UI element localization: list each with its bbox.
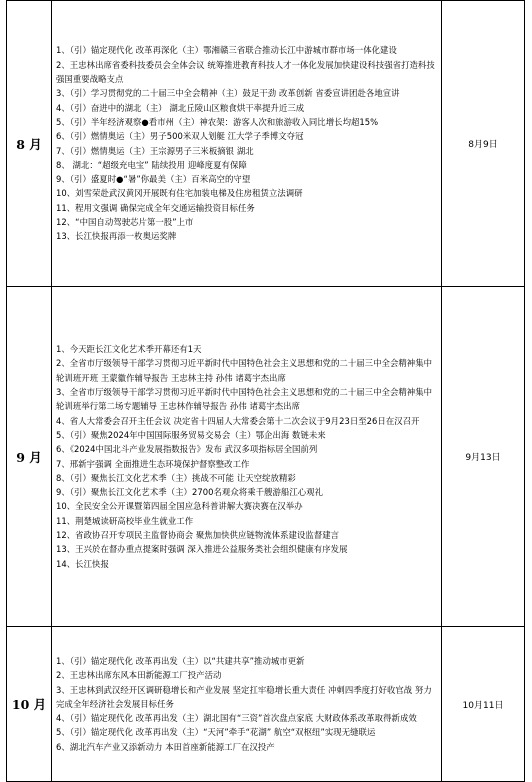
date-cell: 8月9日 xyxy=(442,1,525,287)
list-item: 14、长江快报 xyxy=(56,558,109,569)
month-row-august xyxy=(7,1,525,287)
list-item: 11、程用文强调 确保完成全年交通运输投资目标任务 xyxy=(56,202,255,213)
list-item: 4、（引）锚定现代化 改革再出发（主）湖北国有“三资”首次盘点家底 大财政体系改革取得新成效 xyxy=(56,713,417,724)
list-item: 4、（引）奋进中的湖北（主） 湖北丘陵山区粮食烘干率提升近三成 xyxy=(56,102,305,113)
list-item: 1、（引）锚定现代化 改革再出发（主）以“共建共享”推动城市更新 xyxy=(56,655,305,666)
list-item: 12、“中国自动驾驶芯片第一股”上市 xyxy=(56,216,194,227)
list-item: 6、《2024中国北斗产业发展指数报告》发布 武汉多项指标居全国前列 xyxy=(56,444,318,455)
list-item: 6、湖北汽车产业又添新动力 本田首座新能源工厂在汉投产 xyxy=(56,741,275,752)
list-item: 6、（引）燃情奥运（主）男子500米双人划艇 江大学子季博文夺冠 xyxy=(56,131,304,142)
list-item: 9、（引）聚焦长江文化艺术季（主）2700名观众将乘千艘游船江心观礼 xyxy=(56,487,324,498)
list-item: 2、王忠林出席省委科技委员会全体会议 统筹推进教育科技人才一体化发展加快建设科技强省打造科技强国重要战略支点 xyxy=(56,59,435,85)
month-cell: 10 月 xyxy=(7,627,52,782)
schedule-table xyxy=(6,0,525,782)
list-item: 5、（引）锚定现代化 改革再出发（主）“天河”牵手“花湖” 航空“双枢纽”实现无缝联运 xyxy=(56,727,376,738)
list-item: 5、（引）半年经济观察●看市州（主）神农架：游客人次和旅游收入同比增长均超15% xyxy=(56,116,379,127)
month-row-september xyxy=(7,287,525,627)
list-item: 10、刘雪荣赴武汉黄冈开展既有住宅加装电梯及住房租赁立法调研 xyxy=(56,188,303,199)
month-cell: 9 月 xyxy=(7,287,52,627)
list-item: 13、长江快报再添一枚奥运奖牌 xyxy=(56,231,177,242)
items-cell xyxy=(52,627,442,782)
list-item: 8、 湖北：“超级充电宝” 陆续投用 迎峰度夏有保障 xyxy=(56,159,247,170)
list-item: 10、全民安全公开课暨第四届全国应急科普讲解大赛决赛在汉举办 xyxy=(56,501,303,512)
items-cell xyxy=(52,287,442,627)
list-item: 13、王兴於在督办重点提案时强调 深入推进公益服务类社会组织健康有序发展 xyxy=(56,544,348,555)
list-item: 1、今天距长江文化艺术季开幕还有1天 xyxy=(56,344,202,355)
list-item: 7、邢新宇强调 全面推进生态环境保护督察整改工作 xyxy=(56,458,250,469)
list-item: 9、（引）盛夏时●“暑”你最美（主）百米高空的守望 xyxy=(56,174,251,185)
list-item: 5、（引）聚焦2024年中国国际服务贸易交易会（主）鄂企出海 数链未来 xyxy=(56,429,326,440)
list-item: 3、全省市厅级领导干部学习贯彻习近平新时代中国特色社会主义思想和党的二十届三中全会精神集中轮训班举行第二场专题辅导 王忠林作辅导报告 孙伟 诸葛宇杰出席 xyxy=(56,387,433,412)
list-item: 3、（引）学习贯彻党的二十届三中全会精神（主）鼓足干劲 改革创新 省委宣讲团赴各地宣讲 xyxy=(56,88,400,99)
list-item: 1、（引）锚定现代化 改革再深化（主）鄂湘赣三省联合推动长江中游城市群市场一体化建设 xyxy=(56,45,397,56)
list-item: 7、（引）燃情奥运（主）王宗源男子三米板摘银 湖北 xyxy=(56,145,254,156)
list-item: 4、省人大常委会召开主任会议 决定省十四届人大常委会第十二次会议于9月23日至26日在汉召开 xyxy=(56,415,420,426)
list-item: 11、荆楚城读研高校毕业生就业工作 xyxy=(56,515,194,526)
items-cell xyxy=(52,1,442,287)
month-row-october xyxy=(7,627,525,782)
date-cell: 9月13日 xyxy=(442,287,525,627)
month-cell: 8 月 xyxy=(7,1,52,287)
list-item: 2、全省市厅级领导干部学习贯彻习近平新时代中国特色社会主义思想和党的二十届三中全会精神集中轮训班开班 王蒙徽作辅导报告 王忠林主持 孙伟 诸葛宇杰出席 xyxy=(56,358,433,383)
list-item: 12、省政协召开专项民主监督协商会 聚焦加快供应链物流体系建设监督建言 xyxy=(56,529,340,540)
list-item: 2、王忠林出席东风本田新能源工厂投产活动 xyxy=(56,670,222,681)
list-item: 3、王忠林到武汉经开区调研稳增长和产业发展 坚定扛牢稳增长重大责任 冲刺四季度打好收官战 努力完成全年经济社会发展目标任务 xyxy=(56,684,432,709)
date-cell: 10月11日 xyxy=(442,627,525,782)
list-item: 8、（引）聚焦长江文化艺术季（主）挑战不可能 让天空绽放精彩 xyxy=(56,472,296,483)
